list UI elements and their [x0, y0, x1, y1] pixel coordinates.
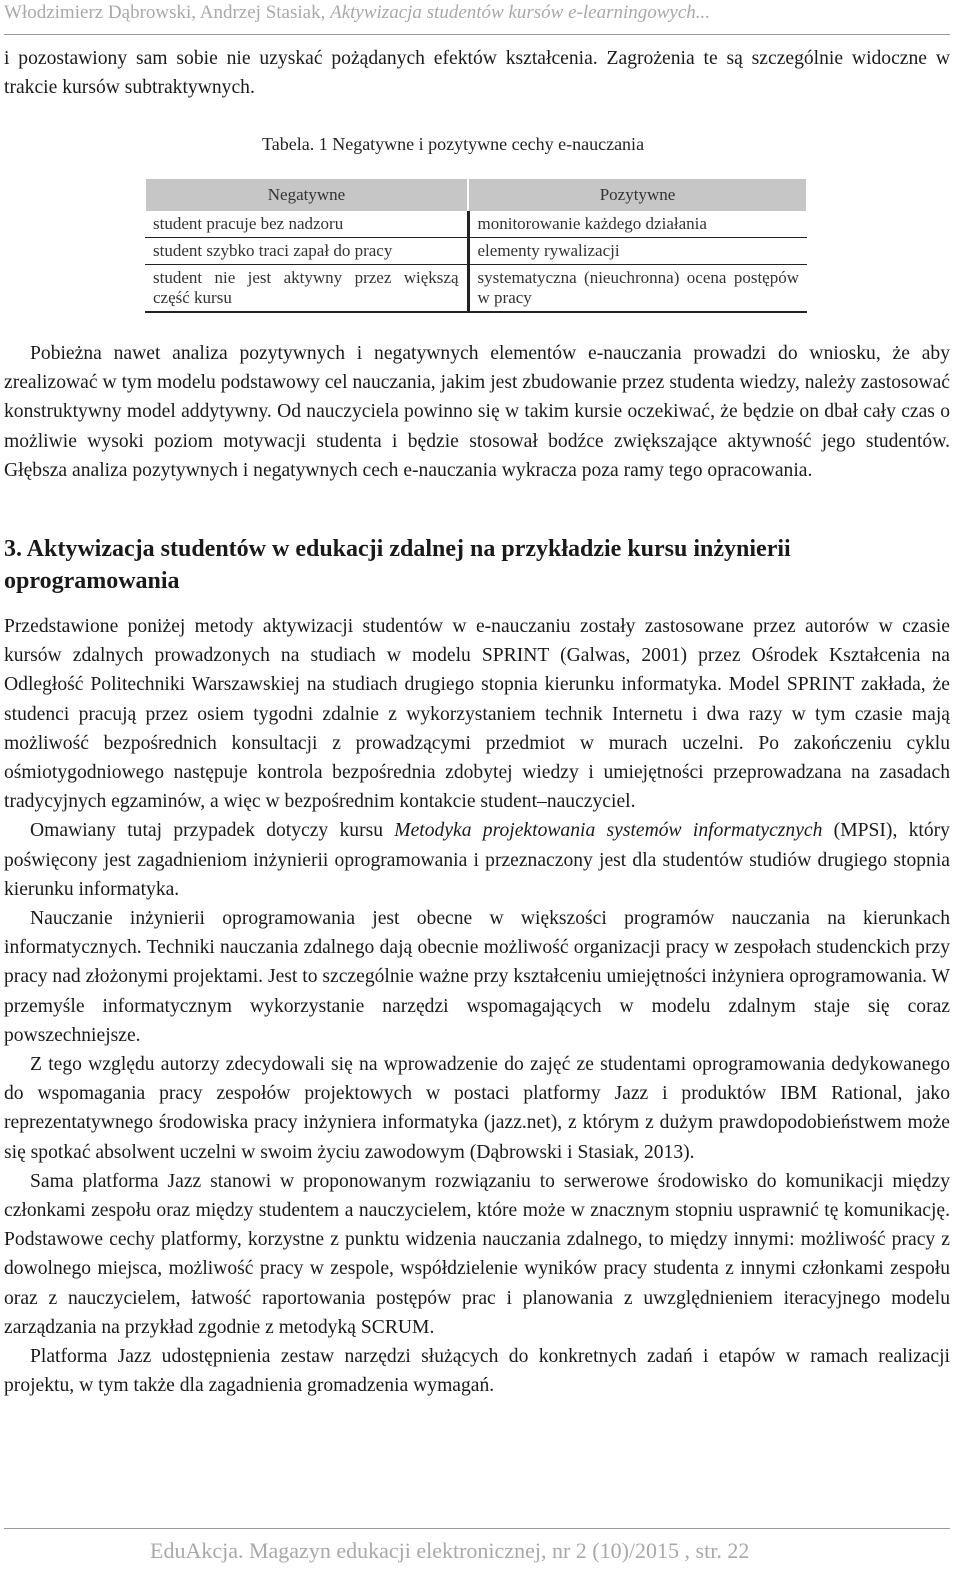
paragraph: Nauczanie inżynierii oprogramowania jest obecne w większości programów nauczania na kierunkach informatycznych. Techniki nauczania zdalnego dają obecnie możliwość organizacji pracy w zespołach studenckich przy pracy nad złożonymi projektami. Jest to szczególnie ważne przy kształceniu umiejętności inżyniera oprogramowania. W przemyśle informatycznym wykorzystanie narzędzi wspomagających w modelu zdalnym staje się coraz powszechniejsze.	[4, 908, 950, 1046]
intro-paragraph: i pozostawiony sam sobie nie uzyskać pożądanych efektów kształcenia. Zagrożenia te są szczególnie widoczne w trakcie kursów subtraktywnych.	[4, 48, 950, 99]
footer-divider	[4, 1528, 950, 1529]
features-table	[144, 179, 808, 313]
text-run: (MPSI), który poświęcony jest zagadnieniom inżynierii oprogramowania i przeznaczony jest dla studentów studiów drugiego stopnia kierunku informatyka.	[4, 820, 950, 900]
table-cell: elementy rywalizacji	[468, 238, 807, 265]
table-row	[145, 265, 807, 313]
paragraph: Platforma Jazz udostępnienia zestaw narzędzi służących do konkretnych zadań i etapów w ramach realizacji projektu, w tym także dla zagadnienia gromadzenia wymagań.	[4, 1346, 950, 1397]
header-title: Aktywizacja studentów kursów e-learningowych...	[330, 2, 711, 23]
table-caption: Tabela. 1 Negatywne i pozytywne cechy e-nauczania	[262, 134, 645, 154]
table-header-row	[145, 179, 807, 211]
table-cell: systematyczna (nieuchronna) ocena postępów w pracy	[468, 265, 807, 313]
intro-text-block	[4, 44, 950, 102]
paragraph: Sama platforma Jazz stanowi w proponowanym rozwiązaniu to serwerowe środowisko do komunikacji między członkami zespołu oraz między studentem a nauczycielem, które może w znacznym stopniu usprawnić tę komunikację. Podstawowe cechy platformy, korzystne z punktu widzenia nauczania zdalnego, to między innymi: możliwość pracy z dowolnego miejsca, możliwość pracy w zespole, współdzielenie wyników pracy studenta z innymi członkami zespołu oraz z nauczycielem, łatwość raportowania postępów prac i planowania z uwzględnieniem iteracyjnego modelu zarządzania na przykład zgodnie z metodyką SCRUM.	[4, 1170, 950, 1338]
running-footer: EduAkcja. Magazyn edukacji elektronicznej, nr 2 (10)/2015 , str. 22	[150, 1538, 750, 1563]
table-cell: student pracuje bez nadzoru	[145, 211, 468, 238]
table-cell: student nie jest aktywny przez większą część kursu	[145, 265, 468, 313]
section-heading: 3. Aktywizacja studentów w edukacji zdalnej na przykładzie kursu inżynierii oprogramowania	[4, 536, 791, 594]
table-row	[145, 211, 807, 238]
table-row	[145, 238, 807, 265]
header-positive: Pozytywne	[468, 179, 807, 211]
running-header	[4, 2, 954, 32]
paragraph: Z tego względu autorzy zdecydowali się na wprowadzenie do zajęć ze studentami oprogramowania dedykowanego do wspomagania pracy zespołów projektowych w postaci platformy Jazz i produktów IBM Rational, jako reprezentatywnego środowiska pracy inżyniera informatyka (jazz.net), z którym z dużym prawdopodobieństwem może się spotkać absolwent uczelni w swoim życiu zawodowym (Dąbrowski i Stasiak, 2013).	[4, 1054, 950, 1163]
header-negative: Negatywne	[145, 179, 468, 211]
header-authors: Włodzimierz Dąbrowski, Andrzej Stasiak,	[4, 2, 331, 23]
post-table-text-block	[4, 339, 950, 485]
table-cell: student szybko traci zapał do pracy	[145, 238, 468, 265]
paragraph-course	[4, 816, 950, 904]
course-title: Metodyka projektowania systemów informatycznych	[394, 820, 823, 842]
paragraph: Pobieżna nawet analiza pozytywnych i negatywnych elementów e-nauczania prowadzi do wniosku, że aby zrealizować w tym modelu podstawowy cel nauczania, jakim jest zbudowanie przez studenta wiedzy, należy zastosować konstruktywny model addytywny. Od nauczyciela powinno się w takim kursie oczekiwać, że będzie on dbał cały czas o możliwie wysoki poziom motywacji studenta i będzie stosował bodźce zwiększające aktywność jego studentów. Głębsza analiza pozytywnych i negatywnych cech e-nauczania wykracza poza ramy tego opracowania.	[4, 343, 950, 481]
paragraph: Przedstawione poniżej metody aktywizacji studentów w e-nauczaniu zostały zastosowane przez autorów w czasie kursów zdalnych prowadzonych na studiach w modelu SPRINT (Galwas, 2001) przez Ośrodek Kształcenia na Odległość Politechniki Warszawskiej na studiach drugiego stopnia kierunku informatyka. Model SPRINT zakłada, że studenci pracują przez osiem tygodni zdalnie z wykorzystaniem technik Internetu i dwa razy w tym czasie mają możliwość bezpośrednich konsultacji z prowadzącymi przedmiot w murach uczelni. Po zakończeniu cyklu ośmiotygodniowego następuje kontrola bezpośrednia zdobytej wiedzy i umiejętności przeprowadzana na zasadach tradycyjnych egzaminów, a więc w bezpośrednim kontakcie student–nauczyciel.	[4, 616, 950, 813]
text-run: Omawiany tutaj przypadek dotyczy kursu	[30, 820, 395, 842]
section-body	[4, 612, 950, 1400]
table-cell: monitorowanie każdego działania	[468, 211, 807, 238]
header-divider	[4, 34, 950, 35]
